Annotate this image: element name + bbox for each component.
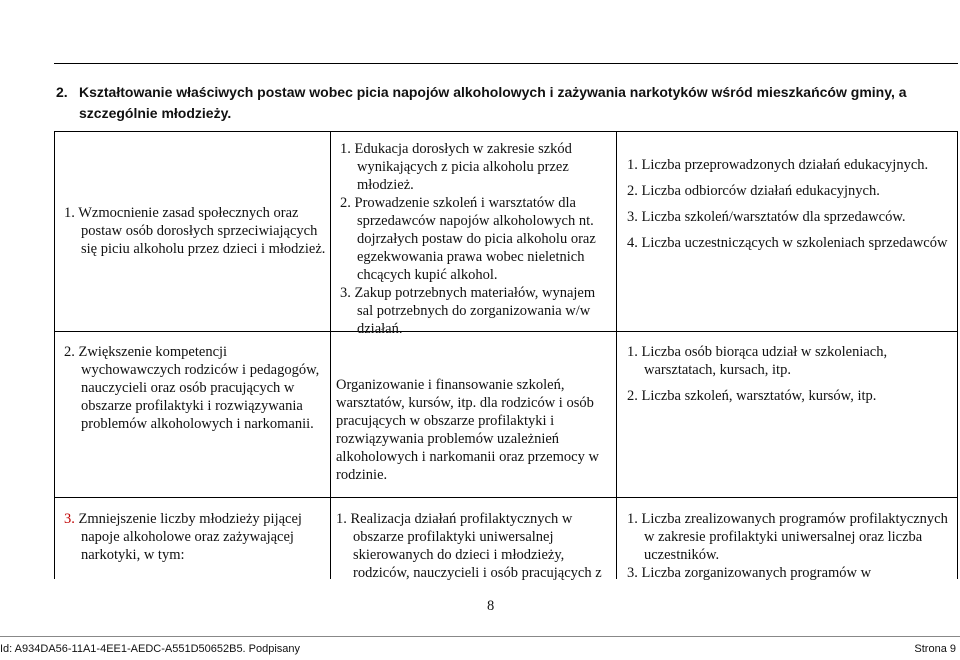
row-3-objective [64, 510, 326, 564]
indicator-item: 2. Liczba szkoleń, warsztatów, kursów, itp. [627, 388, 877, 404]
top-rule [54, 63, 958, 64]
heading-number: 2. [56, 84, 68, 100]
row-3-tasks [336, 510, 612, 582]
footer-page-label: Strona 9 [914, 643, 956, 655]
objective-number: 3. [64, 511, 75, 527]
column-divider-1 [330, 131, 331, 579]
table-right-border [957, 131, 958, 579]
indicator-item: 3. Liczba zorganizowanych programów w [627, 565, 872, 581]
page-number: 8 [487, 598, 495, 614]
task-item: 2. Prowadzenie szkoleń i warsztatów dla sprzedawców napojów alkoholowych nt. dojrzałych postaw do picia alkoholu oraz egzekwowania prawa wobec nieletnich chcących kupić alkohol. [340, 195, 596, 283]
footer-rule [0, 636, 960, 637]
row-2-indicators [627, 343, 955, 405]
task-item: 1. Realizacja działań profilaktycznych w obszarze profilaktyki uniwersalnej skierowanych do dzieci i młodzieży, rodziców, nauczycieli i osób pracujących z [336, 511, 602, 581]
column-divider-2 [616, 131, 617, 579]
task-item: 3. Zakup potrzebnych materiałów, wynajem sal potrzebnych do zorganizowania w/w działań. [340, 285, 596, 337]
heading-text: Kształtowanie właściwych postaw wobec picia napojów alkoholowych i zażywania narkotyków wśród mieszkańców gminy, a szczególnie młodzieży. [79, 84, 907, 121]
indicator-item: 1. Liczba zrealizowanych programów profilaktycznych w zakresie profilaktyki uniwersalnej oraz liczba uczestników. [627, 511, 948, 563]
row-1-indicators [627, 156, 955, 252]
row-3-top-border [54, 497, 958, 498]
row-2-objective [64, 343, 326, 433]
row-1-objective [64, 204, 326, 258]
indicator-item: 2. Liczba odbiorców działań edukacyjnych. [627, 183, 880, 199]
objective-text: 1. Wzmocnienie zasad społecznych oraz postaw osób dorosłych sprzeciwiających się piciu alkoholu przez dzieci i młodzież. [64, 205, 326, 257]
row-3-indicators [627, 510, 955, 582]
objective-line [64, 510, 326, 564]
footer-document-id: Id: A934DA56-11A1-4EE1-AEDC-A551D50652B5. Podpisany [0, 643, 301, 655]
task-item: Organizowanie i finansowanie szkoleń, warsztatów, kursów, itp. dla rodziców i osób pracujących w obszarze profilaktyki i rozwiązywania problemów uzależnień alkoholowych i narkomanii oraz przemocy w rodzinie. [336, 377, 599, 483]
table-left-border [54, 131, 55, 579]
table-top-border [54, 131, 958, 132]
objective-text: 2. Zwiększenie kompetencji wychowawczych rodziców i pedagogów, nauczycieli oraz osób pracujących w obszarze profilaktyki i rozwiązywania problemów alkoholowych i narkomanii. [64, 344, 320, 432]
task-item: 1. Edukacja dorosłych w zakresie szkód wynikających z picia alkoholu przez młodzież. [340, 141, 572, 193]
indicator-item: 1. Liczba osób biorąca udział w szkoleniach, warsztatach, kursach, itp. [627, 344, 888, 378]
row-2-tasks [336, 376, 612, 484]
section-heading [56, 82, 913, 124]
row-1-tasks [340, 140, 612, 338]
indicator-item: 4. Liczba uczestniczących w szkoleniach sprzedawców [627, 235, 948, 251]
indicator-item: 3. Liczba szkoleń/warsztatów dla sprzedawców. [627, 209, 906, 225]
indicator-item: 1. Liczba przeprowadzonych działań edukacyjnych. [627, 157, 929, 173]
objective-text: Zmniejszenie liczby młodzieży pijącej napoje alkoholowe oraz zażywającej narkotyki, w tym: [78, 511, 302, 563]
